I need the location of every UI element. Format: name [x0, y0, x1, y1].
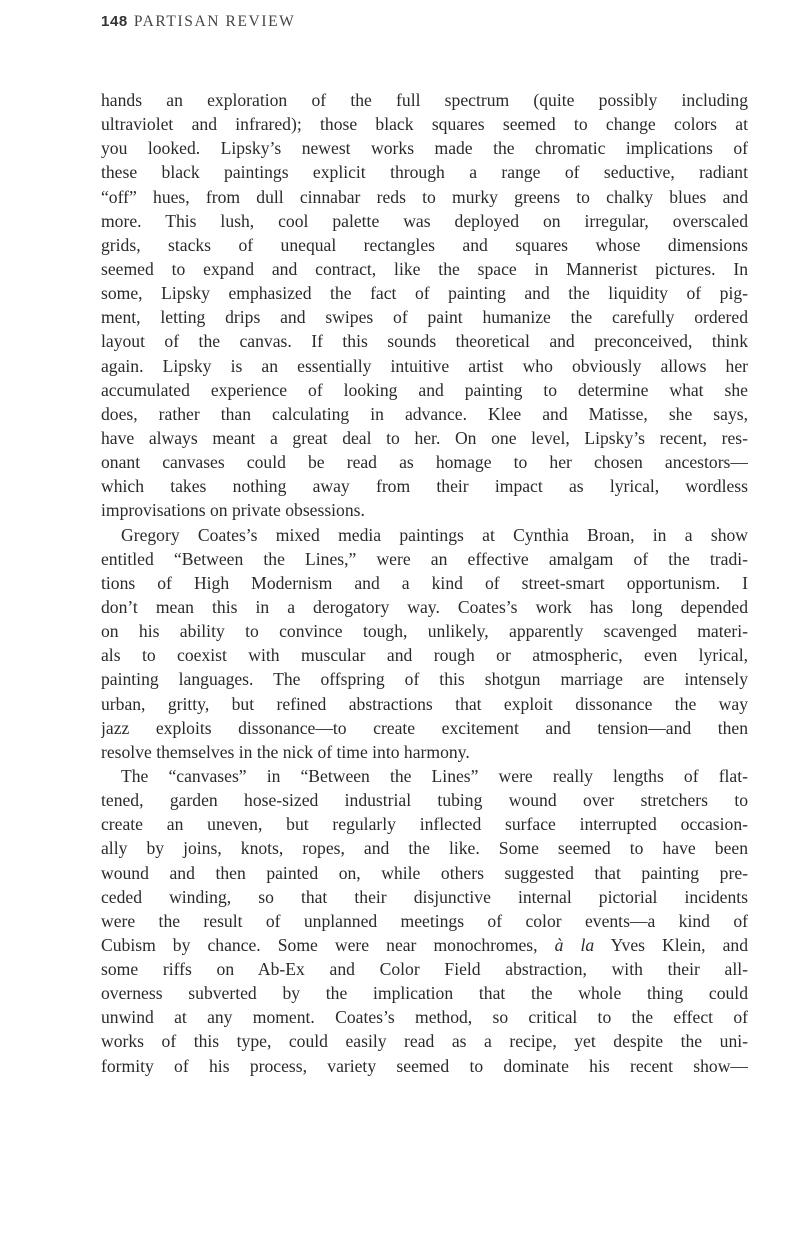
text-line: some riffs on Ab-Ex and Color Field abstraction, with their all- — [101, 959, 748, 980]
text-line: unwind at any moment. Coates’s method, so critical to the effect of — [101, 1007, 748, 1028]
text-line: jazz exploits dissonance—to create excitement and tension—and then — [101, 717, 748, 738]
text-line: urban, gritty, but refined abstractions that exploit dissonance the way — [101, 693, 748, 714]
paragraph — [101, 88, 748, 523]
text-line: ment, letting drips and swipes of paint humanize the carefully ordered — [101, 307, 748, 328]
text-line: wound and then painted on, while others suggested that painting pre- — [101, 862, 748, 883]
text-line: seemed to expand and contract, like the space in Mannerist pictures. In — [101, 258, 748, 279]
text-line: Gregory Coates’s mixed media paintings at Cynthia Broan, in a show — [121, 524, 748, 545]
text-line: The “canvases” in “Between the Lines” were really lengths of flat- — [121, 765, 748, 786]
text-line: does, rather than calculating in advance. Klee and Matisse, she says, — [101, 403, 748, 424]
text-line: on his ability to convince tough, unlikely, apparently scavenged materi- — [101, 621, 748, 642]
text-line: grids, stacks of unequal rectangles and squares whose dimensions — [101, 234, 748, 255]
text-line: ally by joins, knots, ropes, and the like. Some seemed to have been — [101, 838, 748, 859]
paragraph — [101, 764, 748, 1078]
text-line: resolve themselves in the nick of time into harmony. — [101, 741, 470, 762]
text-line: overness subverted by the implication that the whole thing could — [101, 983, 748, 1004]
text-line: onant canvases could be read as homage to her chosen ancestors— — [101, 452, 748, 473]
text-line: again. Lipsky is an essentially intuitive artist who obviously allows her — [101, 355, 748, 376]
body-text — [101, 88, 748, 1078]
text-line: “off” hues, from dull cinnabar reds to murky greens to chalky blues and — [101, 186, 748, 207]
text-line: tened, garden hose-sized industrial tubing wound over stretchers to — [101, 790, 748, 811]
journal-title: PARTISAN REVIEW — [133, 13, 296, 30]
text-line: entitled “Between the Lines,” were an effective amalgam of the tradi- — [101, 548, 748, 569]
page-number: 148 — [101, 13, 128, 30]
text-line: have always meant a great deal to her. On one level, Lipsky’s recent, res- — [101, 427, 748, 448]
text-line: these black paintings explicit through a range of seductive, radiant — [101, 162, 748, 183]
text-line: ultraviolet and infrared); those black squares seemed to change colors at — [101, 114, 748, 135]
text-line: formity of his process, variety seemed to dominate his recent show— — [101, 1055, 748, 1076]
text-line: which takes nothing away from their impact as lyrical, wordless — [101, 476, 748, 497]
text-line: hands an exploration of the full spectrum (quite possibly including — [101, 90, 748, 110]
text-line: Cubism by chance. Some were near monochromes, à la Yves Klein, and — [101, 934, 748, 955]
text-line: painting languages. The offspring of this shotgun marriage are intensely — [101, 669, 748, 690]
text-line: more. This lush, cool palette was deployed on irregular, overscaled — [101, 210, 748, 231]
text-line: don’t mean this in a derogatory way. Coates’s work has long depended — [101, 596, 748, 617]
text-line: accumulated experience of looking and painting to determine what she — [101, 379, 748, 400]
text-line: als to coexist with muscular and rough or atmospheric, even lyrical, — [101, 645, 748, 666]
text-line: some, Lipsky emphasized the fact of painting and the liquidity of pig- — [101, 283, 748, 304]
text-line: ceded winding, so that their disjunctive internal pictorial incidents — [101, 886, 748, 907]
text-line: were the result of unplanned meetings of color events—a kind of — [101, 910, 748, 931]
text-line: tions of High Modernism and a kind of street-smart opportunism. I — [101, 572, 748, 593]
text-line: improvisations on private obsessions. — [101, 500, 365, 521]
text-line: you looked. Lipsky’s newest works made the chromatic implications of — [101, 138, 748, 159]
text-line: create an uneven, but regularly inflected surface interrupted occasion- — [101, 814, 748, 835]
paragraph — [101, 523, 748, 764]
text-line: layout of the canvas. If this sounds theoretical and preconceived, think — [101, 331, 748, 352]
text-line: works of this type, could easily read as a recipe, yet despite the uni- — [101, 1031, 748, 1052]
running-head — [101, 11, 701, 33]
